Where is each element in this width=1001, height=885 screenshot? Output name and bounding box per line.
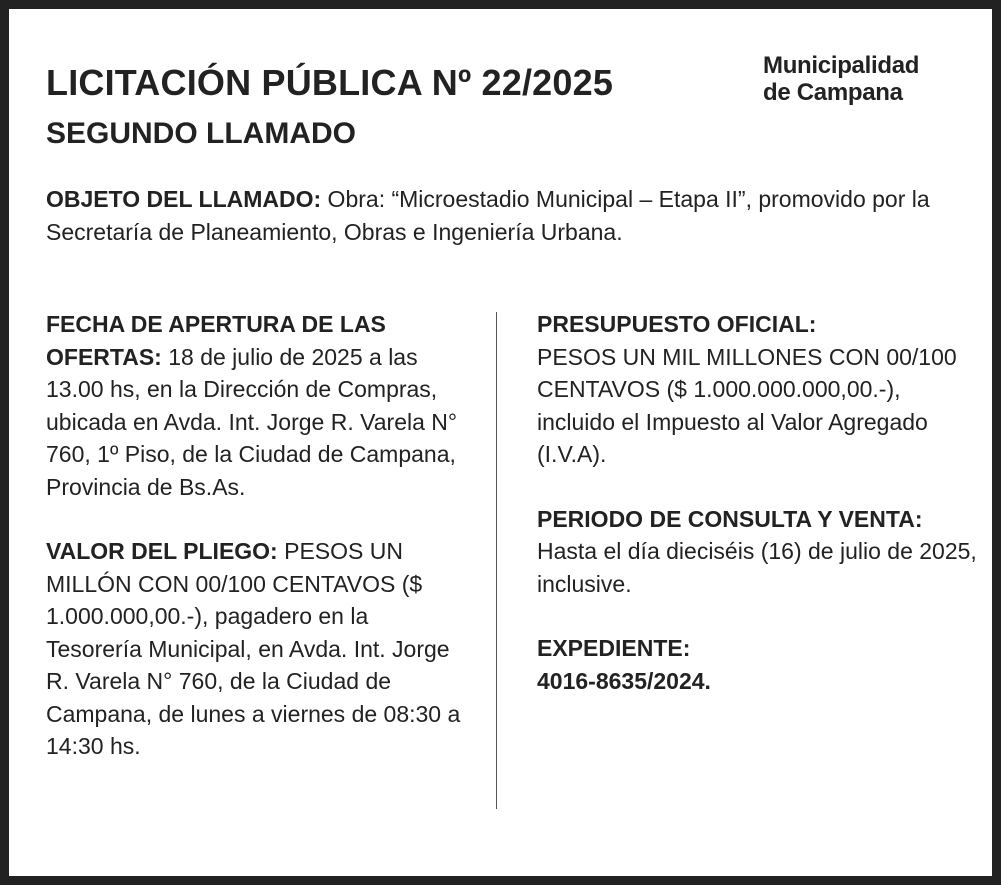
object-section <box>46 183 946 249</box>
budget-text: PESOS UN MIL MILLONES CON 00/100 CENTAVOS ($ 1.000.000.000,00.-), incluido el Impuesto al Valor Agregado (I.V.A). <box>537 343 957 467</box>
right-column <box>537 308 977 697</box>
column-divider <box>496 312 497 809</box>
opening-section <box>46 308 466 503</box>
left-column <box>46 308 466 763</box>
price-section <box>46 535 466 763</box>
object-text: Obra: “Microestadio Municipal – Etapa II”, promovido por la Secretaría de Planeamiento, Obras e Ingeniería Urbana. <box>46 186 930 245</box>
file-section <box>537 632 977 697</box>
consult-section <box>537 503 977 601</box>
file-label: EXPEDIENTE: <box>537 635 691 661</box>
logo-line-1: Municipalidad <box>763 52 920 79</box>
price-label: VALOR DEL PLIEGO: <box>46 538 278 564</box>
price-text: PESOS UN MILLÓN CON 00/100 CENTAVOS ($ 1.000.000,00.-), pagadero en la Tesorería Municipal, en Avda. Int. Jorge R. Varela N° 760, de la Ciudad de Campana, de lunes a viernes de 08:30 a 14:30 hs. <box>46 538 461 759</box>
budget-label: PRESUPUESTO OFICIAL: <box>537 311 817 337</box>
file-number: 4016-8635/2024. <box>537 667 711 694</box>
budget-section <box>537 308 977 471</box>
notice-subtitle: SEGUNDO LLAMADO <box>46 117 356 150</box>
opening-text: 18 de julio de 2025 a las 13.00 hs, en la Dirección de Compras, ubicada en Avda. Int. Jorge R. Varela N° 760, 1º Piso, de la Ciudad de Campana, Provincia de Bs.As. <box>46 343 458 500</box>
consult-label: PERIODO DE CONSULTA Y VENTA: <box>537 505 923 532</box>
notice-title: LICITACIÓN PÚBLICA Nº 22/2025 <box>46 62 614 103</box>
logo-line-2: de Campana <box>763 79 903 106</box>
opening-label: FECHA DE APERTURA DE LAS OFERTAS: <box>46 311 386 370</box>
object-label: OBJETO DEL LLAMADO: <box>46 186 322 212</box>
municipality-logo <box>763 52 919 106</box>
consult-text: Hasta el día dieciséis (16) de julio de 2025, inclusive. <box>537 538 977 597</box>
